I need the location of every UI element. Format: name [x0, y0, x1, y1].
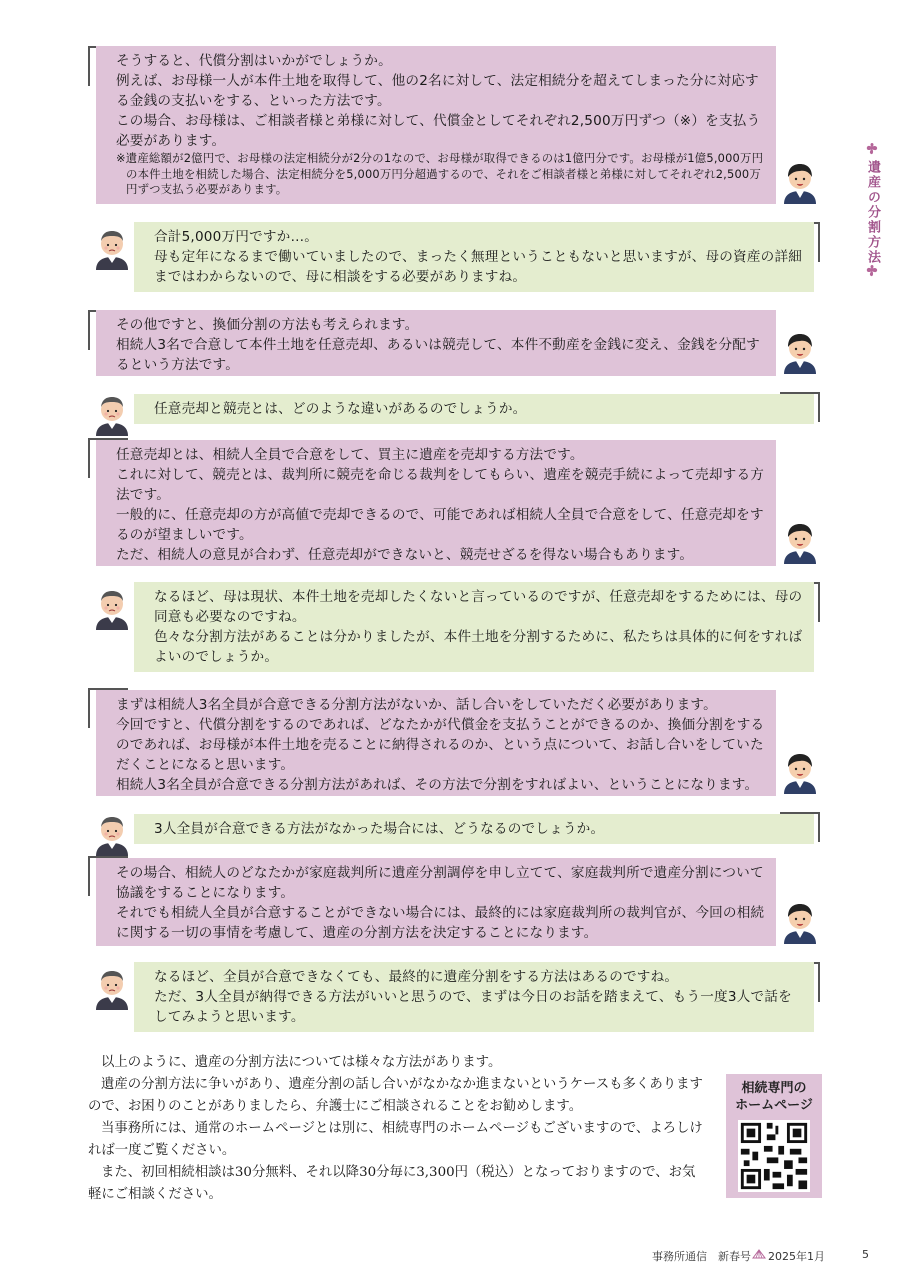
client-avatar	[92, 966, 132, 1010]
speech-line: 合計5,000万円ですか…。	[154, 229, 319, 245]
lawyer-speech-bubble	[96, 690, 776, 796]
speech-line: 母も定年になるまで働いていましたので、まったく無理ということもないと思いますが、母の資産の詳細まではわからないので、母に相談をする必要がありますね。	[154, 249, 803, 285]
speech-line: それでも相続人全員が合意することができない場合には、最終的には家庭裁判所の裁判官が、今回の相続に関する一切の事情を考慮して、遺産の分割方法を決定することになります。	[116, 905, 765, 941]
speech-line: 例えば、お母様一人が本件土地を取得して、他の2名に対して、法定相続分を超えてしまった分に対応する金銭の支払いをする、といった方法です。	[116, 73, 759, 109]
paragraph: また、初回相続相談は30分無料、それ以降30分毎に3,300円（税込）となっておりますので、お気軽にご相談ください。	[88, 1165, 696, 1202]
client-avatar	[92, 226, 132, 270]
lawyer-speech-bubble	[96, 858, 776, 946]
paragraph: 以上のように、遺産の分割方法については様々な方法があります。	[101, 1055, 502, 1070]
speech-line: 相続人3名全員が合意できる分割方法があれば、その方法で分割をすればよい、ということになります。	[116, 777, 759, 793]
page-number: 5	[862, 1248, 869, 1261]
qr-title	[726, 1080, 822, 1114]
speech-line: 3人全員が合意できる方法がなかった場合には、どうなるのでしょうか。	[154, 821, 605, 837]
paragraph: 遺産の分割方法に争いがあり、遺産分割の話し合いがなかなか進まないというケースも多くありますので、お困りのことがありましたら、弁護士にご相談されることをお勧めします。	[88, 1077, 703, 1114]
speech-line: 任意売却とは、相続人全員で合意をして、買主に遺産を売却する方法です。	[116, 447, 584, 463]
speech-line: 色々な分割方法があることは分かりましたが、本件土地を分割するために、私たちは具体的に何をすればよいのでしょうか。	[154, 629, 803, 665]
homepage-qr-panel	[726, 1074, 822, 1198]
plum-blossom-icon	[864, 264, 880, 278]
client-speech-bubble	[134, 814, 814, 844]
speech-line: その他ですと、換価分割の方法も考えられます。	[116, 317, 419, 333]
lawyer-speech-bubble	[96, 440, 776, 566]
speech-line: そうすると、代償分割はいかがでしょうか。	[116, 53, 392, 69]
issue-name: 新春号	[718, 1250, 751, 1263]
speech-line: ただ、3人全員が納得できる方法がいいと思うので、まずは今日のお話を踏まえて、もう一度3人で話をしてみようと思います。	[154, 989, 792, 1025]
lawyer-avatar	[780, 160, 820, 204]
speech-line: その場合、相続人のどなたかが家庭裁判所に遺産分割調停を申し立てて、家庭裁判所で遺産分割について協議をすることになります。	[116, 865, 764, 901]
lawyer-speech-bubble	[96, 310, 776, 376]
plum-blossom-icon	[864, 142, 880, 156]
speech-line: まずは相続人3名全員が合意できる分割方法がないか、話し合いをしていただく必要があります。	[116, 697, 717, 713]
publication-name: 事務所通信	[652, 1250, 707, 1263]
lawyer-avatar	[780, 750, 820, 794]
closing-text	[88, 1052, 708, 1206]
qr-title-line: ホームページ	[735, 1098, 813, 1113]
speech-line: これに対して、競売とは、裁判所に競売を命じる裁判をしてもらい、遺産を競売手続によって売却する方法です。	[116, 467, 765, 503]
fan-icon	[752, 1249, 766, 1259]
speech-line: なるほど、母は現状、本件土地を売却したくないと言っているのですが、任意売却をするためには、母の同意も必要なのですね。	[154, 589, 803, 625]
client-speech-bubble	[134, 394, 814, 424]
client-avatar	[92, 586, 132, 630]
client-avatar	[92, 812, 132, 856]
lawyer-avatar	[780, 330, 820, 374]
client-speech-bubble	[134, 582, 814, 672]
paragraph: 当事務所には、通常のホームページとは別に、相続専門のホームページもございますので、よろしければ一度ご覧ください。	[88, 1121, 703, 1158]
lawyer-avatar	[780, 900, 820, 944]
speech-line: 任意売却と競売とは、どのような違いがあるのでしょうか。	[154, 401, 527, 417]
client-speech-bubble	[134, 222, 814, 292]
client-speech-bubble	[134, 962, 814, 1032]
footnote: ※遺産総額が2億円で、お母様の法定相続分が2分の1なので、お母様が取得できるのは1億円分です。お母様が1億5,000万円の本件土地を相続した場合、法定相続分を5,000万円分超過するので、それをご相談者様と弟様に対してそれぞれ2,500万円ずつ支払う必要があります。	[116, 151, 764, 196]
qr-code-icon[interactable]	[738, 1120, 810, 1192]
lawyer-speech-bubble	[96, 46, 776, 204]
speech-line: 今回ですと、代償分割をするのであれば、どなたかが代償金を支払うことができるのか、換価分割をするのであれば、お母様が本件土地を売ることに納得されるのか、という点について、お話し合いをしていただくことになると思います。	[116, 717, 765, 773]
speech-line: この場合、お母様は、ご相談者様と弟様に対して、代償金としてそれぞれ2,500万円ずつ（※）を支払う必要があります。	[116, 113, 761, 149]
qr-title-line: 相続専門の	[741, 1081, 807, 1096]
issue-date: 2025年1月	[768, 1250, 825, 1263]
speech-line: 一般的に、任意売却の方が高値で売却できるので、可能であれば相続人全員で合意をして、任意売却をするのが望ましいです。	[116, 507, 764, 543]
lawyer-avatar	[780, 520, 820, 564]
speech-line: ただ、相続人の意見が合わず、任意売却ができないと、競売せざるを得ない場合もあります。	[116, 547, 694, 563]
speech-line: なるほど、全員が合意できなくても、最終的に遺産分割をする方法はあるのですね。	[154, 969, 679, 985]
client-avatar	[92, 392, 132, 436]
speech-line: 相続人3名で合意して本件土地を任意売却、あるいは競売して、本件不動産を金銭に変え、金銭を分配するという方法です。	[116, 337, 760, 373]
section-label: 遺産の分割方法	[865, 160, 880, 265]
